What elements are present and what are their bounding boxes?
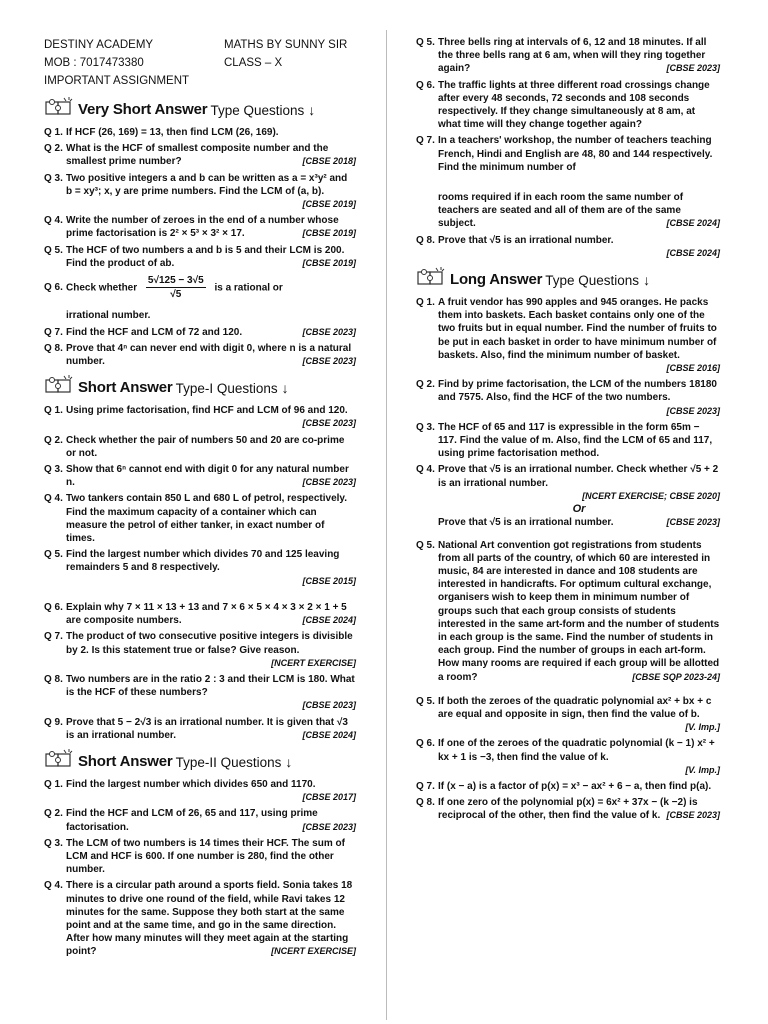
question-item [416, 296, 720, 375]
question-item [44, 434, 356, 460]
source-tag: [V. Imp.] [685, 722, 720, 733]
source-tag: [CBSE 2019] [302, 199, 356, 210]
question-text [66, 463, 356, 489]
section-short-answer-2 [44, 748, 356, 770]
question-item [44, 463, 356, 489]
question-text [66, 342, 356, 368]
right-column [416, 36, 720, 826]
source-tag: [CBSE 2019] [302, 228, 356, 239]
section-very-short-answer [44, 96, 356, 118]
question-item [44, 342, 356, 368]
question-item [44, 142, 356, 168]
question-text [438, 463, 720, 529]
source-tag: [CBSE 2016] [666, 363, 720, 374]
question-text [438, 36, 720, 76]
source-tag: [CBSE 2023] [302, 700, 356, 711]
question-number: Q 4. [416, 464, 435, 476]
question-body: The traffic lights at three different road crossings change after every 48 seconds, 72 seconds and 108 seconds respectively. If they change simultaneously at 8 am, at what time will they change together again? [438, 79, 710, 131]
column-divider [386, 30, 387, 1020]
assignment-title: IMPORTANT ASSIGNMENT [44, 75, 190, 87]
question-body: Prove that √5 is an irrational number. [438, 234, 614, 246]
source-tag: [CBSE 2024] [302, 729, 356, 740]
question-item [416, 234, 720, 260]
question-body: In a teachers' workshop, the number of teachers teaching French, Hindi and English are 48, 80 and 144 respectively. Find the minimum number of [438, 135, 713, 173]
question-number: Q 1. [44, 127, 63, 138]
source-tag: [CBSE 2023] [666, 810, 720, 821]
section-long-answer [416, 266, 720, 288]
arrow-down-icon: ↓ [281, 380, 289, 397]
question-number: Q 4. [44, 880, 63, 892]
fraction-denominator: √5 [170, 289, 182, 301]
question-item [416, 695, 720, 735]
section-subtitle: Type Questions [210, 103, 305, 118]
question-body: Find the HCF and LCM of 26, 65 and 117, using prime factorisation. [66, 808, 318, 833]
section-title: Short Answer [78, 379, 173, 397]
question-text [66, 778, 356, 804]
header-row-1 [44, 36, 356, 54]
question-body: Prove that 4ⁿ can never end with digit 0, where n is a natural number. [66, 342, 352, 368]
source-tag: [CBSE 2017] [302, 792, 356, 803]
source-tag: [CBSE SQP 2023-24] [632, 671, 720, 682]
question-item [416, 796, 720, 822]
question-body-cont: is a rational or [214, 282, 283, 294]
question-number: Q 3. [416, 421, 435, 433]
arrow-down-icon: ↓ [285, 753, 293, 770]
mobile-number: MOB : 7017473380 [44, 57, 144, 69]
source-tag: [CBSE 2018] [302, 156, 356, 167]
question-body: The product of two consecutive positive integers is divisible by 2. Is this statement true or false? Give reason. [66, 631, 353, 656]
question-item [44, 879, 356, 958]
question-number: Q 2. [44, 143, 63, 155]
polynomial-list [416, 695, 720, 823]
question-number: Q 6. [416, 738, 435, 750]
question-body: Explain why 7 × 11 × 13 + 13 and 7 × 6 × 5 × 4 × 3 × 2 × 1 + 5 are composite numbers. [66, 601, 347, 627]
question-number: Q 3. [44, 837, 63, 849]
question-item [44, 492, 356, 545]
source-tag: [NCERT EXERCISE] [271, 657, 356, 668]
question-body: Write the number of zeroes in the end of a number whose prime factorisation is 2² × 5³ × 3² × 17. [66, 215, 339, 240]
question-body-cont: irrational number. [66, 310, 151, 322]
question-item [416, 780, 720, 793]
puzzle-icon [44, 96, 78, 118]
question-item [416, 134, 720, 174]
section-title: Very Short Answer [78, 101, 208, 118]
section-title: Short Answer [78, 752, 173, 770]
source-tag: [NCERT EXERCISE; CBSE 2020] [582, 490, 720, 501]
question-number: Q 4. [44, 493, 63, 505]
question-number: Q 1. [44, 778, 63, 790]
question-item [44, 214, 356, 240]
academy-name: DESTINY ACADEMY [44, 39, 154, 51]
question-number: Q 5. [416, 695, 435, 707]
question-body: Find the HCF and LCM of 72 and 120. [66, 326, 243, 338]
source-tag: [CBSE 2024] [302, 615, 356, 626]
source-tag: [NCERT EXERCISE] [271, 946, 356, 957]
question-body: If one zero of the polynomial p(x) = 6x² + 37x − (k −2) is reciprocal of the other, then find the value of k. [438, 797, 698, 822]
question-body-cont: rooms required if in each room the same number of teachers are seated and all of them are of the same subject. [438, 192, 684, 230]
question-body: The HCF of 65 and 117 is expressible in the form 65m − 117. Find the value of m. Also, find the LCM of 65 and 117, using prime factorisation method. [438, 421, 713, 460]
question-text [438, 796, 720, 822]
or-separator: Or [572, 503, 586, 516]
question-text [66, 142, 356, 168]
question-body: If (x − a) is a factor of p(x) = x³ − ax² + 6 − a, then find p(a). [438, 780, 712, 792]
question-text [66, 807, 356, 833]
question-item [44, 601, 356, 627]
question-item [44, 326, 356, 339]
question-text [66, 673, 356, 713]
question-text [66, 630, 356, 670]
question-text [438, 191, 720, 231]
question-item [44, 172, 356, 212]
source-tag: [CBSE 2023] [302, 356, 356, 367]
question-item [44, 274, 356, 301]
question-body: There is a circular path around a sports field. Sonia takes 18 minutes to drive one round of the field, while Ravi takes 12 minutes for the same. Suppose they both start at the same point and at the same time, and go in the same direction. After how many minutes will they meet again at the starting point? [66, 880, 353, 958]
question-item [416, 539, 720, 684]
source-tag: [CBSE 2024] [666, 218, 720, 229]
question-number: Q 2. [44, 434, 63, 446]
left-column [44, 36, 356, 962]
question-number: Q 9. [44, 716, 63, 728]
class-label: CLASS – X [224, 57, 283, 69]
question-text [66, 244, 356, 270]
question-item [44, 404, 356, 430]
source-tag: [CBSE 2023] [302, 477, 356, 488]
question-text [66, 214, 356, 240]
question-item [44, 673, 356, 713]
sa1-list [44, 404, 356, 742]
source-tag: [CBSE 2023] [302, 418, 356, 429]
source-tag: [CBSE 2019] [302, 257, 356, 268]
section-short-answer-1 [44, 374, 356, 396]
question-body: What is the HCF of smallest composite number and the smallest prime number? [66, 143, 329, 168]
question-number: Q 8. [44, 342, 63, 354]
question-item [44, 807, 356, 833]
question-text [66, 172, 356, 212]
question-body: Check whether [66, 282, 138, 294]
question-body: Two tankers contain 850 L and 680 L of petrol, respectively. Find the maximum capacity of a container which can measure the petrol of either tanker, in exact number of times. [66, 493, 348, 545]
question-number: Q 8. [416, 797, 435, 809]
question-number: Q 2. [44, 808, 63, 820]
question-body: Using prime factorisation, find HCF and LCM of 96 and 120. [66, 405, 348, 417]
question-text [438, 296, 720, 375]
question-number: Q 7. [416, 135, 435, 147]
vsa-list [44, 126, 356, 368]
question-body: If one of the zeroes of the quadratic polynomial (k − 1) x² + kx + 1 is −3, then find the value of k. [438, 738, 715, 763]
question-item-cont [44, 309, 356, 322]
arrow-down-icon: ↓ [643, 272, 651, 289]
question-number: Q 7. [44, 631, 63, 643]
section-title: Long Answer [450, 271, 543, 289]
question-number: Q 6. [44, 282, 63, 294]
question-body: Two numbers are in the ratio 2 : 3 and their LCM is 180. What is the HCF of these numbers? [66, 673, 355, 699]
question-body: Find the largest number which divides 70 and 125 leaving remainders 5 and 8 respectively. [66, 549, 340, 574]
question-body: Two positive integers a and b can be written as a = x³y² and b = xy³; x, y are prime numbers. Find the LCM of (a, b). [66, 172, 348, 197]
source-tag: [V. Imp.] [685, 764, 720, 775]
question-number: Q 7. [44, 326, 63, 338]
source-tag: [CBSE 2023] [666, 405, 720, 416]
question-item [416, 79, 720, 132]
header-row-2 [44, 54, 356, 72]
question-body: Three bells ring at intervals of 6, 12 and 18 minutes. If all the three bells rang at 6 am, when will they ring together again? [438, 37, 707, 75]
question-body-alt: Prove that √5 is an irrational number. [438, 517, 614, 529]
source-tag: [CBSE 2023] [302, 821, 356, 832]
question-item [44, 716, 356, 742]
puzzle-icon [44, 748, 78, 770]
section-subtitle: Type-II Questions [175, 754, 282, 770]
question-number: Q 5. [44, 549, 63, 561]
question-text [66, 548, 356, 588]
question-number: Q 5. [416, 37, 435, 48]
question-item [44, 778, 356, 804]
question-body: The LCM of two numbers is 14 times their HCF. The sum of LCM and HCF is 600. If one number is 280, find the other number. [66, 837, 345, 876]
question-number: Q 7. [416, 780, 435, 792]
question-text [66, 879, 356, 958]
question-body: Show that 6ⁿ cannot end with digit 0 for any natural number n. [66, 464, 349, 489]
question-item [416, 36, 720, 76]
question-text [438, 737, 720, 777]
question-item [416, 463, 720, 529]
question-text [66, 716, 356, 742]
teacher-name: MATHS BY SUNNY SIR [224, 39, 348, 51]
question-number: Q 2. [416, 379, 435, 391]
header-row-3 [44, 72, 356, 90]
question-number: Q 6. [416, 79, 435, 91]
question-body: Check whether the pair of numbers 50 and 20 are co-prime or not. [66, 434, 345, 459]
source-tag: [CBSE 2015] [302, 575, 356, 586]
sa2-list [44, 778, 356, 959]
question-text [438, 539, 720, 684]
question-text [66, 404, 356, 430]
question-number: Q 3. [44, 172, 63, 184]
question-body: Prove that √5 is an irrational number. Check whether √5 + 2 is an irrational number. [438, 464, 719, 489]
question-body: National Art convention got registrations from students from all parts of the country, of which 60 are interested in music, 84 are interested in dance and 108 students are interested in handicrafts. For optimum cultural exchange, organisers wish to keep them in minimum number of groups such that each group consists of students interested in the same art-form and the number of students in each group is the same. Find the number of students in each group. Find the number of groups in each art-form. How many rooms are required if each group will be allotted a room? [438, 539, 720, 683]
question-number: Q 3. [44, 464, 63, 476]
question-item [416, 737, 720, 777]
question-text [66, 274, 356, 301]
question-item [44, 630, 356, 670]
question-body: If HCF (26, 169) = 13, then find LCM (26, 169). [66, 127, 279, 138]
question-item [44, 244, 356, 270]
la-list [416, 296, 720, 684]
question-item [416, 421, 720, 461]
question-body: The HCF of two numbers a and b is 5 and their LCM is 200. Find the product of ab. [66, 244, 345, 269]
question-text [66, 326, 356, 339]
question-number: Q 6. [44, 601, 63, 613]
question-item-cont [416, 191, 720, 231]
source-tag: [CBSE 2023] [666, 517, 720, 528]
question-number: Q 8. [44, 673, 63, 685]
puzzle-icon [44, 374, 78, 396]
fraction-expression [146, 274, 206, 301]
question-number: Q 5. [416, 539, 435, 551]
source-tag: [CBSE 2023] [302, 326, 356, 337]
question-text [438, 234, 720, 260]
question-number: Q 1. [416, 297, 435, 309]
question-number: Q 1. [44, 405, 63, 417]
question-body: A fruit vendor has 990 apples and 945 oranges. He packs them into baskets. Each basket contains only one of the two fruits but in equal number. Find the number of fruits to be put in each basket in order to have minimum number of baskets. Also, find the minimum number of basket. [438, 297, 717, 361]
question-body: Prove that 5 − 2√3 is an irrational number. It is given that √3 is an irrational number. [66, 716, 348, 741]
section-subtitle: Type-I Questions [175, 381, 278, 397]
question-number: Q 4. [44, 215, 63, 227]
question-number: Q 8. [416, 234, 435, 246]
question-text [66, 126, 356, 139]
question-item [416, 378, 720, 418]
question-text [66, 601, 356, 627]
source-tag: [CBSE 2024] [666, 247, 720, 258]
source-tag: [CBSE 2023] [666, 63, 720, 74]
question-body: Find by prime factorisation, the LCM of the numbers 18180 and 7575. Also, find the HCF of the two numbers. [438, 379, 717, 404]
question-item [44, 548, 356, 588]
question-body: Find the largest number which divides 650 and 1170. [66, 778, 316, 790]
question-text [438, 378, 720, 418]
arrow-down-icon: ↓ [308, 102, 316, 118]
question-body: If both the zeroes of the quadratic polynomial ax² + bx + c are equal and opposite in sign, then find the value of b. [438, 695, 712, 720]
question-number: Q 5. [44, 244, 63, 256]
fraction-numerator: 5√125 − 3√5 [146, 274, 206, 288]
question-item [44, 837, 356, 877]
question-text [438, 695, 720, 735]
question-item [44, 126, 356, 139]
right-top-list [416, 36, 720, 260]
section-subtitle: Type Questions [545, 273, 640, 289]
puzzle-icon [416, 266, 450, 288]
